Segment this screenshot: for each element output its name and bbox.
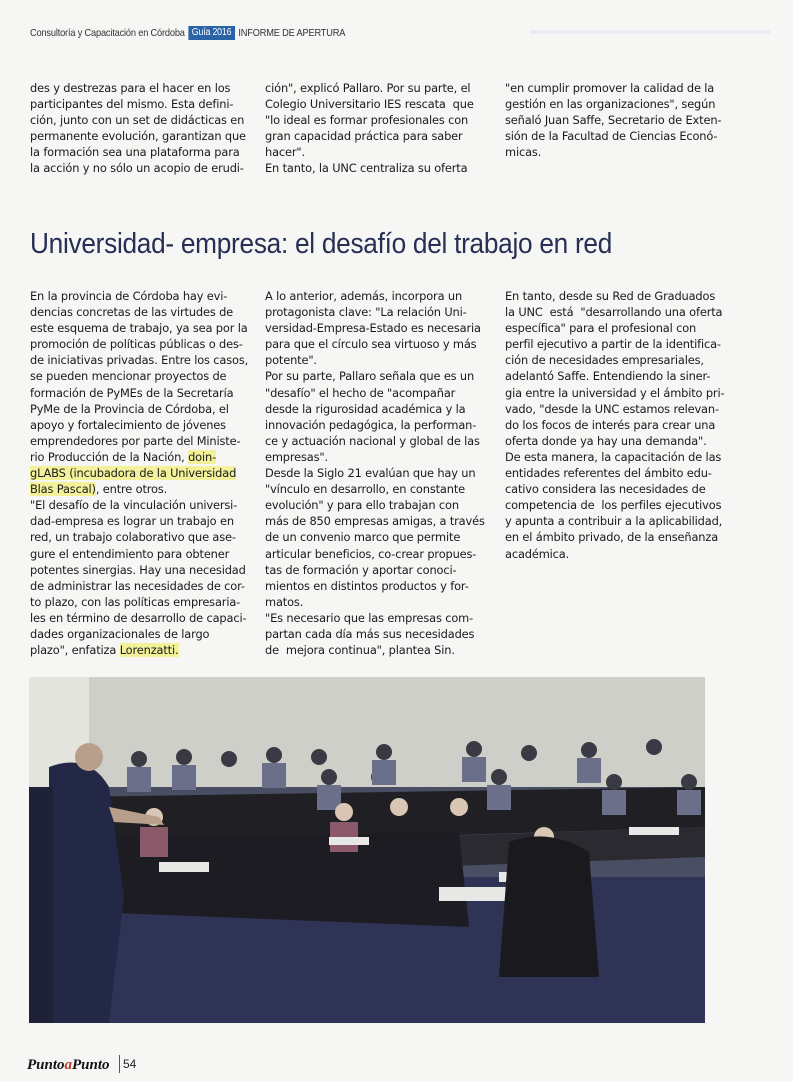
highlighted-text: Lorenzatti. [119, 643, 179, 658]
text-line: tas de formación y aportar conoci- [265, 562, 457, 577]
text-line: cativo considera las necesidades de [505, 482, 706, 497]
text-line: Por su parte, Pallaro señala que es un [265, 369, 475, 384]
text-line: "Es necesario que las empresas com- [265, 610, 474, 625]
text-line: gran capacidad práctica para saber [265, 129, 463, 144]
text-line: "vínculo en desarrollo, en constante [265, 482, 465, 497]
text-line: versidad-Empresa-Estado es necesaria [265, 321, 481, 336]
text-line: dades organizacionales de largo [30, 626, 210, 641]
text-line: permanente evolución, garantizan que [30, 129, 246, 144]
text-line: se pueden mencionar proyectos de [30, 369, 227, 384]
text-line: formación de PyMEs de la Secretaría [30, 385, 234, 400]
classroom-photo [29, 677, 705, 1023]
text-line: mientos en distintos productos y for- [265, 578, 469, 593]
text-line: ción, junto con un set de didácticas en [30, 113, 245, 128]
text-line: para que el círculo sea virtuoso y más [265, 337, 477, 352]
text-line: dencias concretas de las virtudes de [30, 305, 234, 320]
body-column-3 [505, 288, 724, 562]
text-line: la UNC está "desarrollando una oferta [505, 305, 723, 320]
top-column-1 [30, 80, 246, 177]
text-span: , entre otros. [95, 482, 168, 497]
text-span: rio Producción de la Nación, [30, 449, 189, 464]
header-report-label: INFORME DE APERTURA [238, 27, 346, 39]
text-line: red, un trabajo colaborativo que ase- [30, 530, 236, 545]
text-line: señaló Juan Saffe, Secretario de Exten- [505, 113, 722, 128]
text-line: de un convenio marco que permite [265, 530, 461, 545]
text-line: desde la rigurosidad académica y la [265, 401, 466, 416]
top-column-3 [505, 80, 721, 160]
text-line: adelantó Saffe. Entendiendo la siner- [505, 369, 711, 384]
text-line: y apunta a contribuir a la aplicabilidad, [505, 514, 723, 529]
text-line: sión de la Facultad de Ciencias Econó- [505, 129, 718, 144]
text-line [30, 481, 248, 497]
text-line: to plazo, con las políticas empresaria- [30, 594, 241, 609]
text-line: articular beneficios, co-crear propues- [265, 546, 477, 561]
top-column-2 [265, 80, 474, 177]
text-line [30, 642, 248, 658]
header-guide-badge: Guía 2016 [188, 26, 235, 40]
text-line: este esquema de trabajo, ya sea por la [30, 321, 248, 336]
text-line: de administrar las necesidades de cor- [30, 578, 245, 593]
text-line: "lo ideal es formar profesionales con [265, 113, 469, 128]
text-line: vado, "desde la UNC estamos relevan- [505, 401, 719, 416]
text-line: entidades referentes del ámbito edu- [505, 466, 712, 481]
text-line: perfil ejecutivo a partir de la identifica- [505, 337, 721, 352]
text-line: partan cada día más sus necesidades [265, 626, 475, 641]
text-line: protagonista clave: "La relación Uni- [265, 305, 467, 320]
text-line: PyMe de la Provincia de Córdoba, el [30, 401, 229, 416]
logo-part: Punto [27, 1057, 65, 1073]
text-line: "en cumplir promover la calidad de la [505, 81, 715, 95]
text-line: dad-empresa es lograr un trabajo en [30, 514, 234, 529]
text-line: la acción y no sólo un acopio de erudi- [30, 161, 244, 176]
text-line: matos. [265, 594, 304, 609]
text-line: de iniciativas privadas. Entre los casos, [30, 353, 249, 368]
highlighted-text: Blas Pascal) [30, 482, 96, 497]
text-line: específica" para el profesional con [505, 321, 697, 336]
text-line: oferta donde ya hay una demanda". [505, 433, 707, 448]
highlighted-text: doin- [188, 449, 217, 464]
text-line: hacer". [265, 145, 305, 160]
text-line: gure el entendimiento para obtener [30, 546, 230, 561]
text-line: En tanto, la UNC centraliza su oferta [265, 161, 468, 176]
text-line: ción de necesidades empresariales, [505, 353, 704, 368]
text-line: la formación sea una plataforma para [30, 145, 240, 160]
text-line: potente". [265, 353, 317, 368]
text-line [30, 449, 248, 465]
text-line: De esta manera, la capacitación de las [505, 449, 722, 464]
text-line: apoyo y fortalecimiento de jóvenes [30, 417, 226, 432]
text-line: do los focos de interés para crear una [505, 417, 716, 432]
text-line: A lo anterior, además, incorpora un [265, 289, 463, 303]
text-line: les en término de desarrollo de capaci- [30, 610, 247, 625]
text-line: ción", explicó Pallaro. Por su parte, el [265, 81, 471, 95]
section-title: Universidad- empresa: el desafío del trabajo en red [30, 228, 613, 260]
text-line: evolución" y para ello trabajan con [265, 498, 459, 513]
text-line: micas. [505, 145, 542, 160]
logo-part: a [64, 1057, 73, 1073]
text-span: plazo", enfatiza [30, 643, 120, 658]
text-line: En la provincia de Córdoba hay evi- [30, 289, 228, 303]
footer-divider [119, 1055, 120, 1073]
text-line: más de 850 empresas amigas, a través [265, 514, 485, 529]
text-line: ce y actuación nacional y global de las [265, 433, 480, 448]
text-line: emprendedores por parte del Ministe- [30, 433, 241, 448]
body-column-1 [30, 288, 248, 658]
text-line: Desde la Siglo 21 evalúan que hay un [265, 466, 476, 481]
text-line: de mejora continua", plantea Sin. [265, 643, 455, 658]
logo-part: Punto [72, 1057, 110, 1073]
text-line: des y destrezas para el hacer en los [30, 81, 231, 95]
text-line: Colegio Universitario IES rescata que [265, 97, 474, 112]
text-line: potentes sinergias. Hay una necesidad [30, 562, 246, 577]
text-line: en el ámbito privado, de la enseñanza [505, 530, 719, 545]
text-line: "desafío" el hecho de "acompañar [265, 385, 456, 400]
text-line: promoción de políticas públicas o des- [30, 337, 243, 352]
header-rule [530, 30, 770, 34]
header-section: Consultoría y Capacitación en Córdoba [30, 27, 185, 39]
text-line: participantes del mismo. Esta defini- [30, 97, 234, 112]
text-line: empresas". [265, 449, 328, 464]
running-header [30, 25, 345, 41]
text-line [30, 465, 248, 481]
body-column-2 [265, 288, 485, 658]
publication-logo [27, 1057, 110, 1074]
highlighted-text: gLABS (incubadora de la Universidad [30, 466, 237, 481]
text-line: innovación pedagógica, la performan- [265, 417, 477, 432]
page-number: 54 [123, 1057, 137, 1071]
text-line: académica. [505, 546, 570, 561]
text-line: gestión en las organizaciones", según [505, 97, 716, 112]
text-line: "El desafío de la vinculación universi- [30, 498, 238, 513]
text-line: gia entre la universidad y el ámbito pri- [505, 385, 725, 400]
text-line: En tanto, desde su Red de Graduados [505, 289, 716, 303]
text-line: competencia de los perfiles ejecutivos [505, 498, 722, 513]
